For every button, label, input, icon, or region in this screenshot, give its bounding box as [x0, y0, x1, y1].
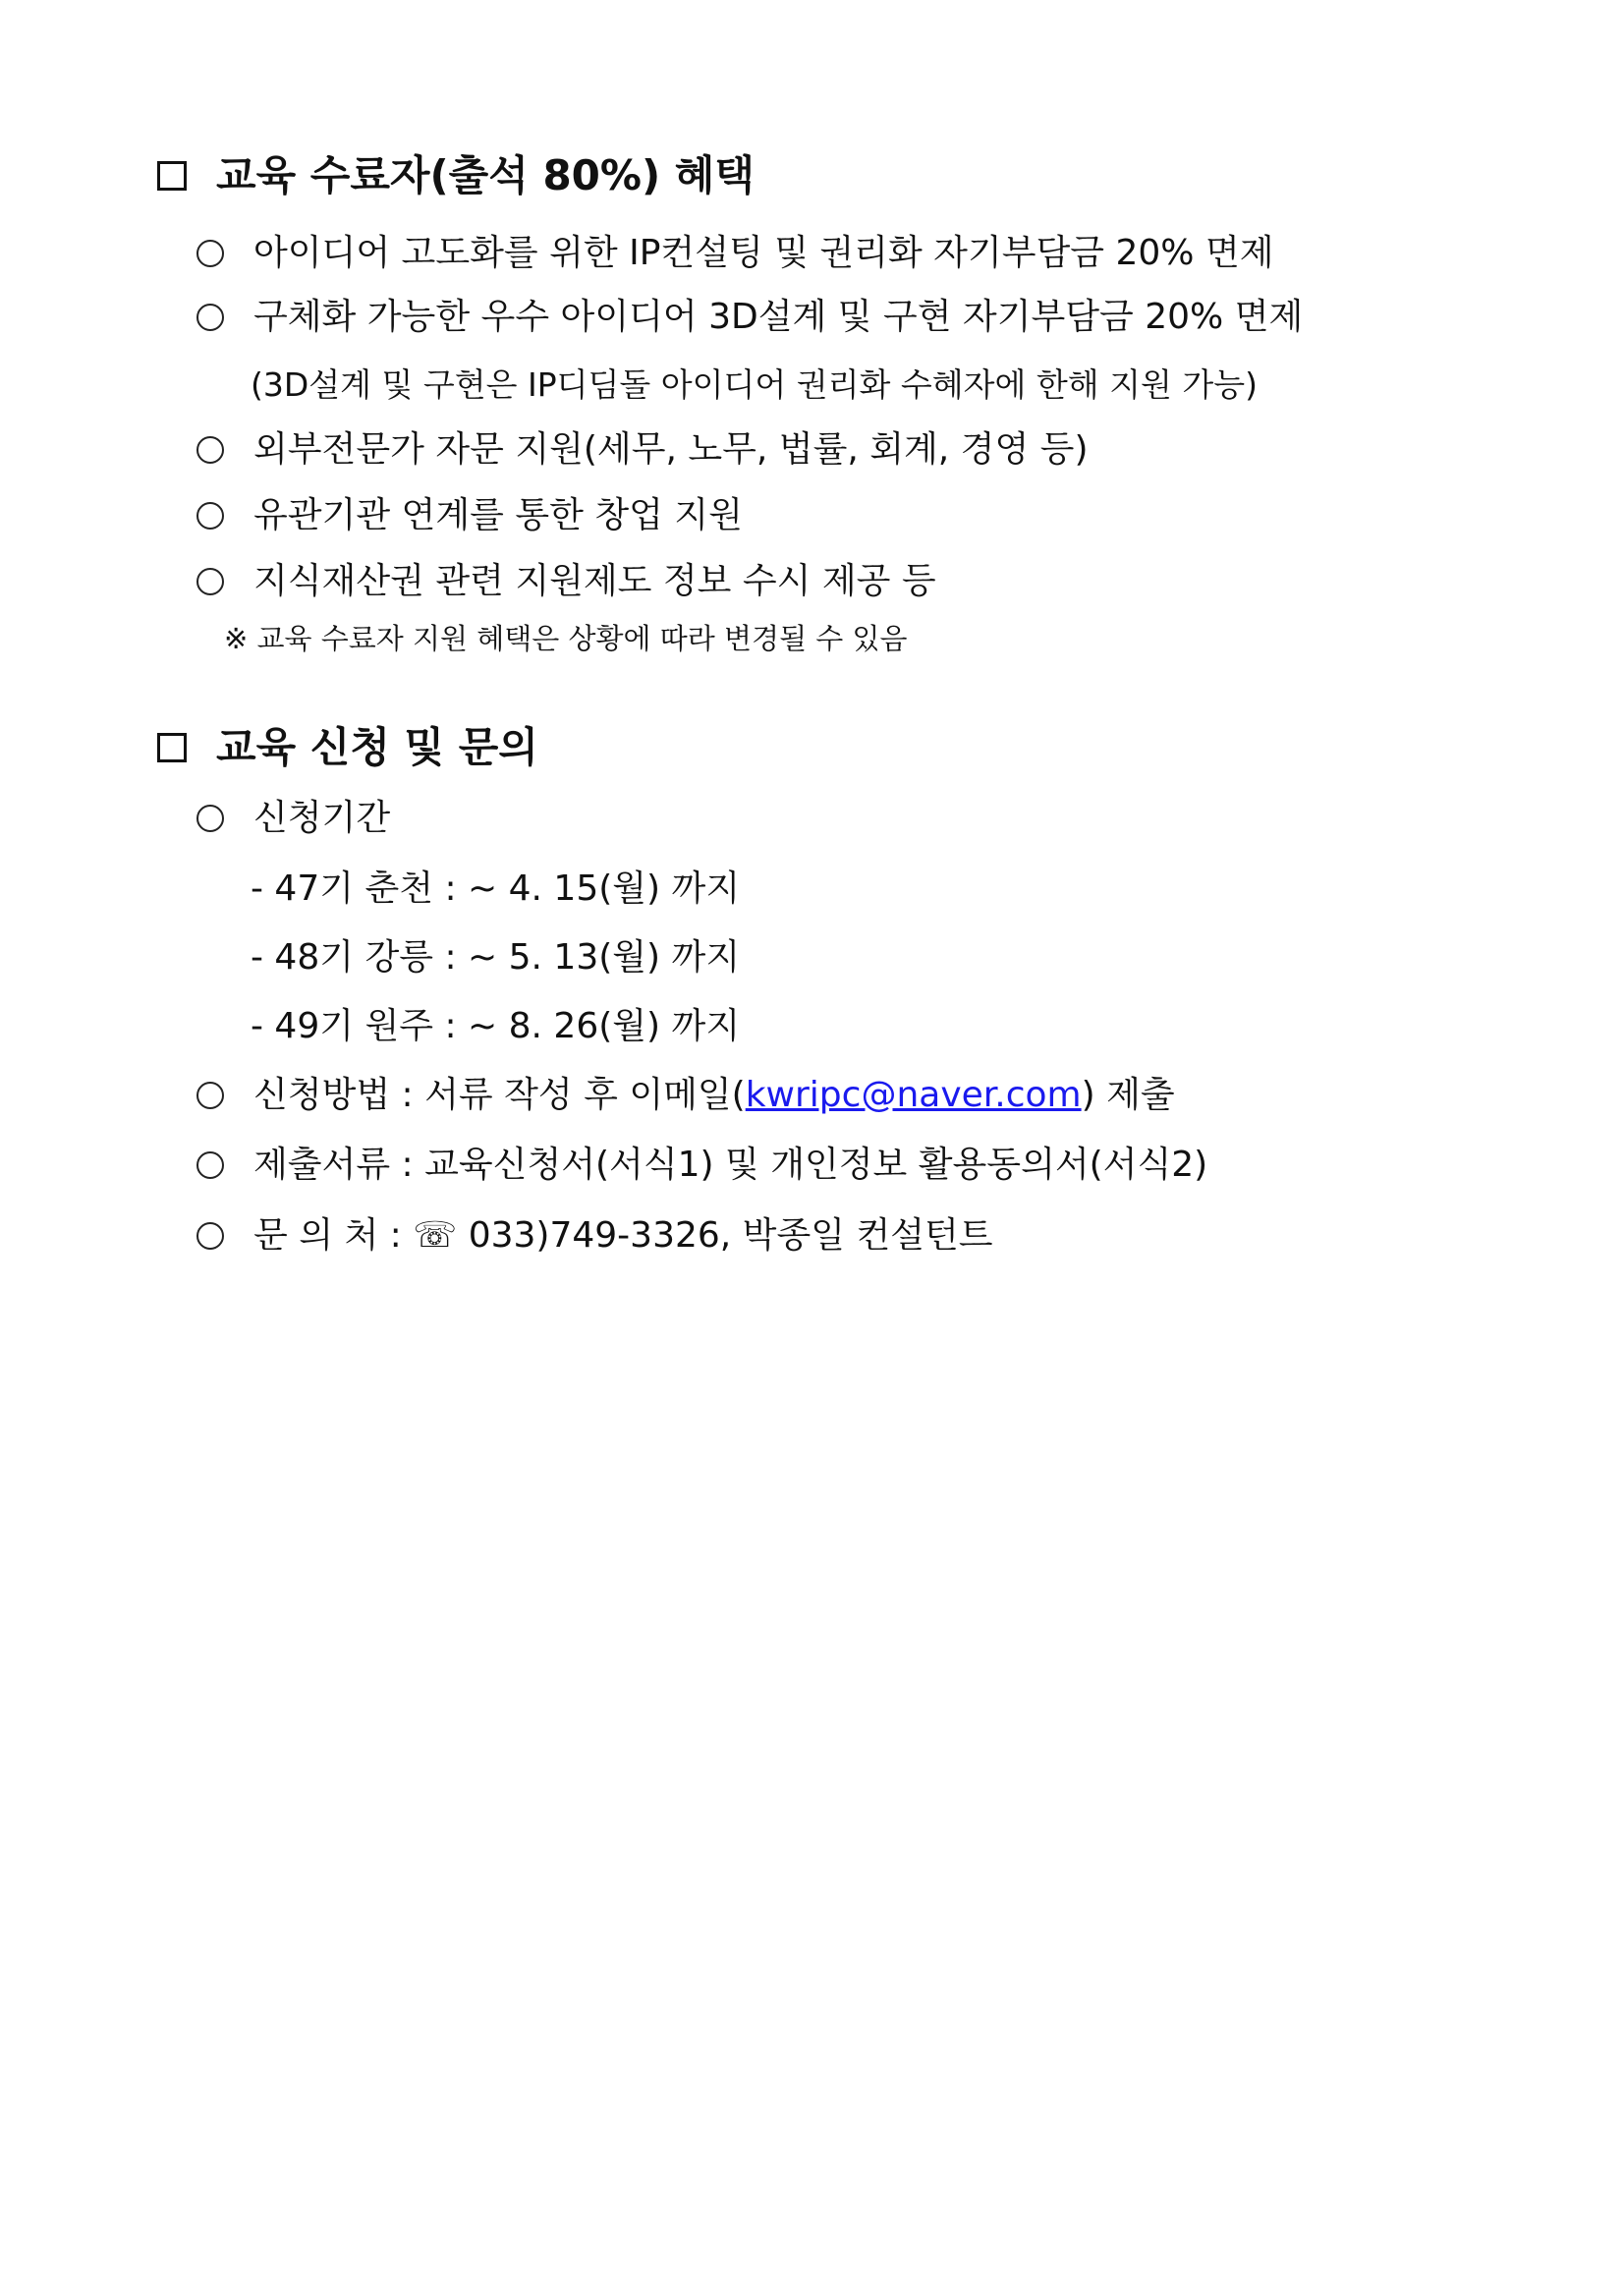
- circle-bullet-icon: [196, 1222, 224, 1250]
- circle-bullet-icon: [196, 240, 224, 267]
- benefit-item: [196, 495, 743, 535]
- circle-bullet-icon: [196, 1082, 224, 1109]
- circle-bullet-icon: [196, 805, 224, 832]
- section-heading-benefits: [157, 151, 755, 199]
- phone-icon: ☏: [413, 1215, 458, 1256]
- application-method: [196, 1075, 1175, 1115]
- benefit-text: 지식재산권 관련 지원제도 정보 수시 제공 등: [253, 561, 936, 601]
- benefit-text: 구체화 가능한 우수 아이디어 3D설계 및 구현 자기부담금 20% 면제: [253, 297, 1304, 337]
- contact-label: 문 의 처 :: [253, 1215, 414, 1256]
- benefit-text: 유관기관 연계를 통한 창업 지원: [253, 495, 743, 535]
- checkbox-square-icon: [157, 161, 187, 191]
- documents-text: 제출서류 : 교육신청서(서식1) 및 개인정보 활용동의서(서식2): [253, 1145, 1208, 1185]
- contact-info: [196, 1215, 993, 1256]
- benefit-item: [196, 561, 936, 601]
- period-row: - 48기 강릉 : ~ 5. 13(월) 까지: [251, 937, 741, 978]
- contact-value: 033)749-3326, 박종일 컨설턴트: [457, 1215, 993, 1256]
- circle-bullet-icon: [196, 436, 224, 464]
- required-documents: [196, 1145, 1208, 1185]
- benefit-item: [196, 429, 1089, 470]
- section-heading-application: [157, 723, 538, 771]
- period-row: - 49기 원주 : ~ 8. 26(월) 까지: [251, 1006, 741, 1046]
- period-row: - 47기 춘천 : ~ 4. 15(월) 까지: [251, 868, 741, 909]
- method-suffix: ) 제출: [1081, 1075, 1175, 1115]
- method-prefix: 신청방법 : 서류 작성 후 이메일(: [253, 1075, 746, 1115]
- benefit-text: 외부전문가 자문 지원(세무, 노무, 법률, 회계, 경영 등): [253, 429, 1089, 470]
- benefit-subnote: (3D설계 및 구현은 IP디딤돌 아이디어 권리화 수혜자에 한해 지원 가능): [251, 365, 1259, 404]
- circle-bullet-icon: [196, 568, 224, 595]
- circle-bullet-icon: [196, 1151, 224, 1179]
- checkbox-square-icon: [157, 733, 187, 762]
- section-title: 교육 신청 및 문의: [216, 723, 538, 771]
- period-label: 신청기간: [253, 798, 391, 838]
- benefit-item: [196, 297, 1304, 337]
- benefit-note: ※ 교육 수료자 지원 혜택은 상황에 따라 변경될 수 있음: [224, 622, 908, 655]
- circle-bullet-icon: [196, 304, 224, 331]
- application-period: [196, 798, 391, 838]
- benefit-text: 아이디어 고도화를 위한 IP컨설팅 및 권리화 자기부담금 20% 면제: [253, 233, 1274, 273]
- circle-bullet-icon: [196, 502, 224, 530]
- section-title: 교육 수료자(출석 80%) 혜택: [216, 151, 755, 199]
- benefit-item: [196, 233, 1274, 273]
- email-link[interactable]: kwripc@naver.com: [745, 1075, 1082, 1115]
